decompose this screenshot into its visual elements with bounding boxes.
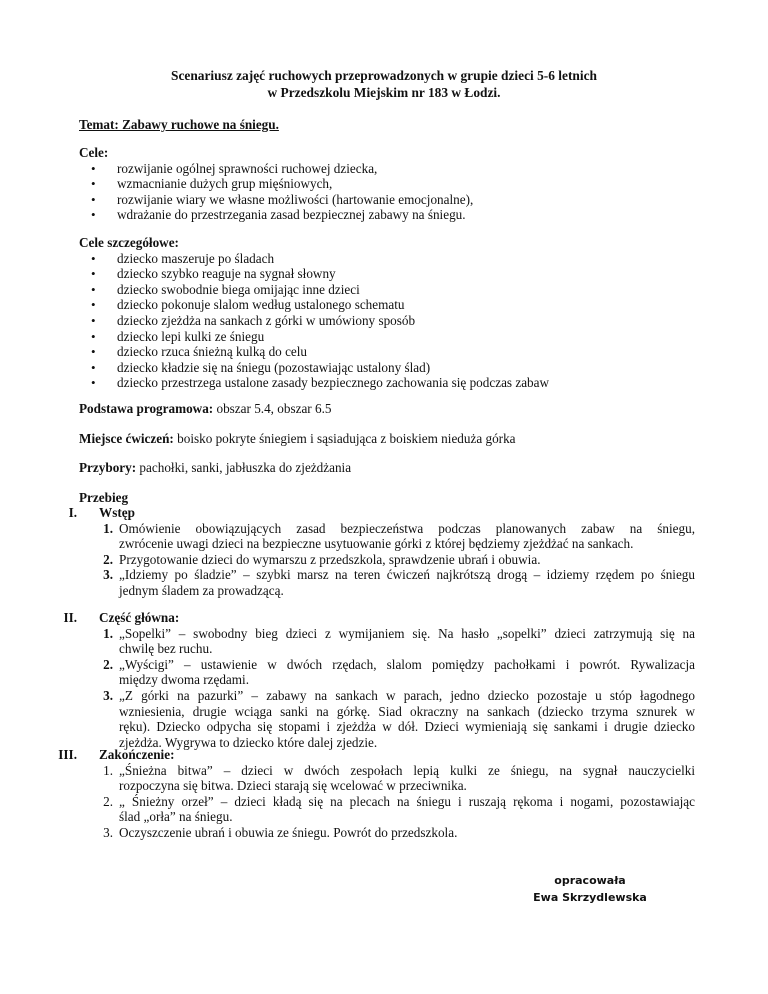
signature-label: opracowała bbox=[554, 874, 626, 887]
exercise-place-value: boisko pokryte śniegiem i sąsiadująca z boiskiem nieduża górka bbox=[173, 431, 516, 446]
item-line: chwilę bez ruchu. bbox=[119, 641, 213, 657]
section-3-title: Zakończenie: bbox=[99, 747, 175, 762]
list-item bbox=[77, 567, 695, 598]
section-1-numeral: I. bbox=[68, 505, 77, 520]
section-1-title: Wstęp bbox=[99, 505, 135, 520]
document-title-line-2: w Przedszkolu Miejskim nr 183 w Łodzi. bbox=[267, 85, 501, 100]
list-item: • dziecko zjeżdża na sankach z górki w umówiony sposób bbox=[79, 313, 699, 329]
list-item: • dziecko swobodnie biega omijając inne dzieci bbox=[79, 282, 699, 298]
section-2-title: Część główna: bbox=[99, 610, 180, 625]
item-number: 1. bbox=[103, 625, 113, 641]
item-line: rozpoczyna się bitwa. Dzieci starają się wcelować w przeciwnika. bbox=[119, 778, 467, 794]
item-line: „Idziemy po śladzie” – szybki marsz na teren ćwiczeń najkrótszą drogą – idziemy rzędem po śniegu bbox=[119, 567, 695, 583]
topic-heading: Temat: Zabawy ruchowe na śniegu. bbox=[79, 117, 279, 132]
list-item bbox=[77, 794, 695, 825]
item-line: między dwoma rzędami. bbox=[119, 672, 249, 688]
item-number: 2. bbox=[103, 656, 113, 672]
list-item: • wzmacnianie dużych grup mięśniowych, bbox=[79, 176, 699, 192]
item-number: 3. bbox=[103, 687, 113, 703]
item-line: ręku). Dziecko odpycha się stopami i zjeżdża w dół. Dzieci wymieniają się sankami i drugie dziecko bbox=[119, 719, 695, 735]
list-item: • dziecko maszeruje po śladach bbox=[79, 251, 699, 267]
list-item bbox=[77, 688, 695, 750]
list-item bbox=[77, 521, 695, 552]
item-line: „Sopelki” – swobodny bieg dzieci z wymijaniem się. Na hasło „sopelki” dzieci zatrzymują się na bbox=[119, 625, 695, 641]
list-item: • dziecko pokonuje slalom według ustalonego schematu bbox=[79, 297, 699, 313]
item-line: „Śnieżna bitwa” – dzieci w dwóch zespołach lepią kulki ze śniegu, na sygnał nauczycielki bbox=[119, 762, 695, 778]
section-3 bbox=[77, 747, 695, 841]
signature-author: Ewa Skrzydlewska bbox=[533, 891, 647, 904]
list-item: • rozwijanie ogólnej sprawności ruchowej dziecka, bbox=[79, 161, 699, 177]
item-line: „Wyścigi” – ustawienie w dwóch rzędach, slalom pomiędzy pachołkami i powrót. Rywalizacja bbox=[119, 656, 695, 672]
goals-section bbox=[79, 145, 699, 223]
exercise-place bbox=[79, 431, 516, 447]
list-item bbox=[77, 552, 695, 568]
item-number: 3. bbox=[103, 824, 113, 840]
course-label: Przebieg bbox=[79, 490, 129, 505]
list-item bbox=[77, 763, 695, 794]
item-number: 2. bbox=[103, 551, 113, 567]
document-title-line-1: Scenariusz zajęć ruchowych przeprowadzonych w grupie dzieci 5-6 letnich bbox=[171, 68, 597, 83]
list-item bbox=[77, 657, 695, 688]
goals-list bbox=[79, 161, 699, 223]
curriculum-basis bbox=[79, 401, 331, 417]
item-line: Przygotowanie dzieci do wymarszu z przedszkola, sprawdzenie ubrań i obuwia. bbox=[119, 551, 541, 567]
list-item: • dziecko lepi kulki ze śniegu bbox=[79, 329, 699, 345]
item-line: „Z górki na pazurki” – zabawy na sankach w parach, jedno dziecko pozostaje u stóp łagodnego bbox=[119, 687, 695, 703]
list-item: • dziecko rzuca śnieżną kulką do celu bbox=[79, 344, 699, 360]
item-line: ślad „orła” na śniegu. bbox=[119, 809, 233, 825]
list-item: • dziecko kładzie się na śniegu (pozostawiając ustalony ślad) bbox=[79, 360, 699, 376]
list-item: • dziecko szybko reaguje na sygnał słowny bbox=[79, 266, 699, 282]
curriculum-basis-value: obszar 5.4, obszar 6.5 bbox=[213, 401, 332, 416]
item-number: 3. bbox=[103, 567, 113, 583]
goals-label: Cele: bbox=[79, 145, 109, 160]
item-line: Oczyszczenie ubrań i obuwia ze śniegu. Powrót do przedszkola. bbox=[119, 824, 458, 840]
list-item bbox=[77, 626, 695, 657]
item-number: 1. bbox=[103, 520, 113, 536]
item-line: zjeżdża. Wygrywa to dziecko które dalej zjedzie. bbox=[119, 734, 378, 750]
list-item: • dziecko przestrzega ustalone zasady bezpiecznego zachowania się podczas zabaw bbox=[79, 375, 699, 391]
exercise-place-label: Miejsce ćwiczeń: bbox=[79, 431, 174, 446]
list-item: • rozwijanie wiary we własne możliwości (hartowanie emocjonalne), bbox=[79, 192, 699, 208]
item-line: Omówienie obowiązujących zasad bezpieczeństwa podczas planowanych zabaw na śniegu, bbox=[119, 520, 695, 536]
item-line: wzniesienia, drugie wciąga sanki na górkę. Siad okraczny na sankach (dziecko trzyma sznurek w bbox=[119, 703, 695, 719]
detailed-goals-list bbox=[79, 251, 699, 391]
section-2 bbox=[77, 610, 695, 750]
item-line: „ Śnieżny orzeł” – dzieci kładą się na plecach na śniegu i ruszają rękoma i nogami, pozostawiając bbox=[119, 793, 695, 809]
list-item bbox=[77, 825, 695, 841]
equipment-label: Przybory: bbox=[79, 460, 137, 475]
item-line: zwrócenie uwagi dzieci na bezpieczne usytuowanie górki z której będziemy zjeżdżać na sankach. bbox=[119, 536, 634, 552]
curriculum-basis-label: Podstawa programowa: bbox=[79, 401, 214, 416]
section-1 bbox=[77, 505, 695, 599]
section-2-numeral: II. bbox=[63, 610, 77, 625]
equipment-value: pachołki, sanki, jabłuszka do zjeżdżania bbox=[136, 460, 352, 475]
item-line: jednym śladem za prowadzącą. bbox=[119, 582, 284, 598]
item-number: 2. bbox=[103, 793, 113, 809]
detailed-goals-label: Cele szczegółowe: bbox=[79, 235, 179, 250]
equipment bbox=[79, 460, 351, 476]
item-number: 1. bbox=[103, 762, 113, 778]
list-item: • wdrażanie do przestrzegania zasad bezpiecznej zabawy na śniegu. bbox=[79, 207, 699, 223]
detailed-goals-section bbox=[79, 235, 699, 391]
section-3-numeral: III. bbox=[58, 747, 77, 762]
